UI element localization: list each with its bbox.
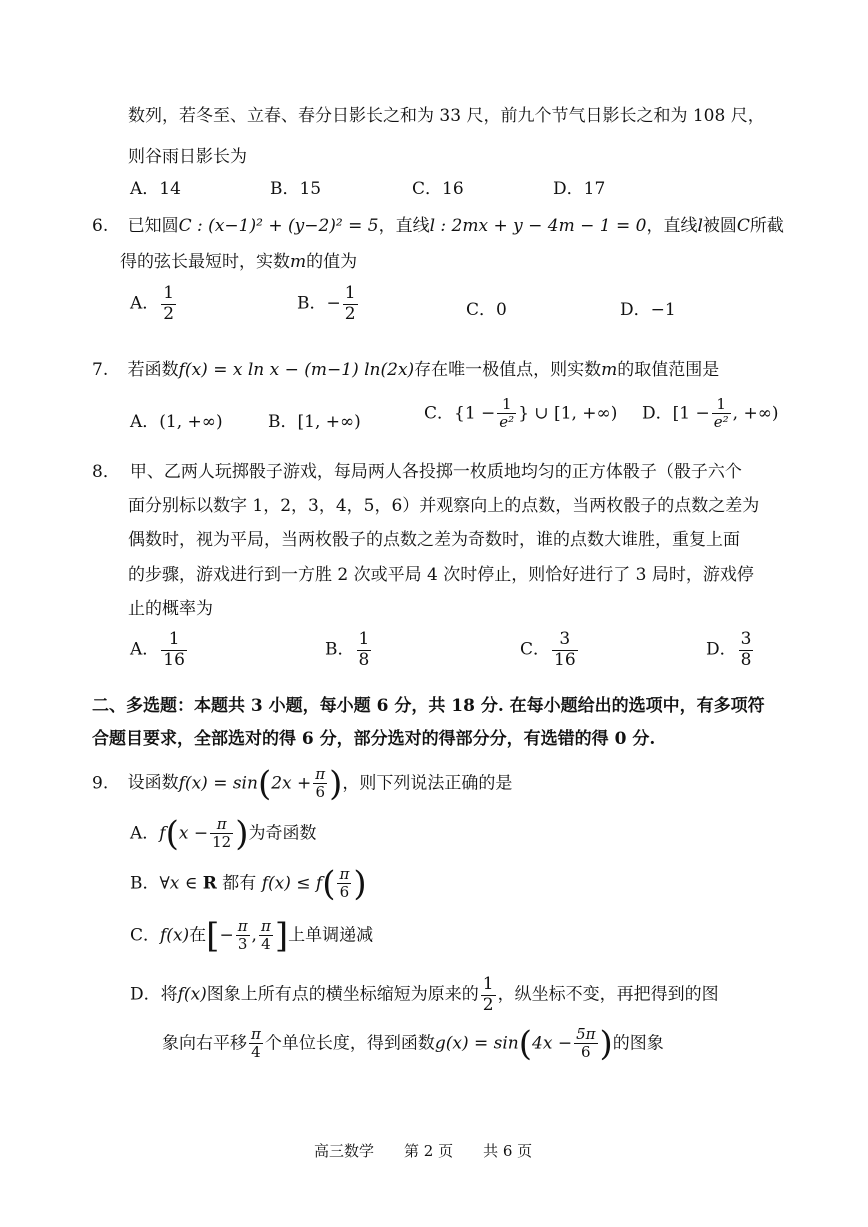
q8-number: 8． [92,462,120,482]
q7-option-a: A．(1, +∞) [130,412,223,432]
q6-text: ，直线 [646,216,698,236]
q7-stem: 7. 若函数f(x) = x ln x − (m−1) ln(2x)存在唯一极值点，则实数m的取值范围是 [92,360,720,380]
q7-function: f(x) = x ln x − (m−1) ln(2x) [178,360,415,380]
q9-option-b: B．∀x ∈ R 都有 f(x) ≤ f( $\frac{\pi}{6}$ ) [130,863,367,904]
q7-var-m: m [601,360,618,380]
q9-stem: 9. 设函数f(x) = sin(2x + $\frac{\pi}{6}$ )，则下列说法正确的是 [92,763,513,804]
q6-var-l: l [697,216,703,236]
q6-text: 的值为 [306,252,358,272]
q6-text: ，直线 [378,216,430,236]
q6-option-b: B．− $\frac{1}{2}$ [297,283,356,324]
q9-option-d-line1: D．将f(x)图象上所有点的横坐标缩短为原来的 $\frac{1}{2}$ ，纵坐标不变，再把得到的图 [130,974,719,1015]
q5-line1: 数列，若冬至、立春、春分日影长之和为 33 尺，前九个节气日影长之和为 108 尺， [128,106,765,126]
q6-text: 已知圆 [127,216,179,236]
q7-number: 7. [92,360,109,380]
q7-option-d: D．[1 − $\frac{1}{\text{e²}}$ , +∞) [642,395,779,432]
q5-line2: 则谷雨日影长为 [128,147,247,167]
q6-option-c: C．0 [466,300,507,320]
q8-line4: 的步骤，游戏进行到一方胜 2 次或平局 4 次时停止，则恰好进行了 3 局时，游戏停 [128,565,754,585]
q8-option-a: A． $\frac{1}{16}$ [130,629,185,670]
q8-line2: 面分别标以数字 1，2，3，4，5，6）并观察向上的点数，当两枚骰子的点数之差为 [128,496,760,516]
q9-option-d-line2: 象向右平移 $\frac{\pi}{4}$ 个单位长度，得到函数g(x) = sin(4x − $\frac{5\pi}{6}$ )的图象 [162,1023,664,1064]
q6-var-m: m [290,252,307,272]
q6-line-eq: l : 2mx + y − 4m − 1 = 0 [429,216,647,236]
q7-option-b: B．[1, +∞) [268,412,361,432]
q6-stem-line2 [120,247,357,272]
q8-option-b: B． $\frac{1}{8}$ [325,629,370,670]
q9-number: 9. [92,773,109,794]
page-footer: 高三数学 第 2 页 共 6 页 [314,1142,533,1160]
q6-circle-eq: C : (x−1)² + (y−2)² = 5 [178,216,379,236]
q6-option-a: A． $\frac{1}{2}$ [130,283,175,324]
q9-option-a: A．f(x − $\frac{\pi}{12}$ )为奇函数 [130,813,317,854]
q5-option-c: C．16 [412,179,464,199]
q8-line1: 8． 甲、乙两人玩掷骰子游戏，每局两人各投掷一枚质地均匀的正方体骰子（骰子六个 [92,462,742,482]
q7-option-c: C．{1 − $\frac{1}{\text{e²}}$ } ∪ [1, +∞) [424,395,618,432]
q6-number: 6. [92,216,109,236]
q6-stem-line1 [92,211,784,236]
q9-option-c: C．f(x)在[− $\frac{\pi}{3}$ , $\frac{\pi}{4}$ ]上单调递减 [130,915,374,956]
q8-line3: 偶数时，视为平局，当两枚骰子的点数之差为奇数时，谁的点数大谁胜，重复上面 [128,530,740,550]
q5-option-d: D．17 [553,179,606,199]
q6-option-d: D．−1 [620,300,676,320]
q6-text: 得的弦长最短时，实数 [120,252,290,272]
q8-option-c: C． $\frac{3}{16}$ [520,629,576,670]
q5-option-b: B．15 [270,179,322,199]
section-2-line2: 合题目要求，全部选对的得 6 分，部分选对的得部分分，有选错的得 0 分. [92,729,656,749]
section-2-line1: 二、多选题：本题共 3 小题，每小题 6 分，共 18 分. 在每小题给出的选项中，有多项符 [92,696,765,716]
q6-text: 被圆 [702,216,737,236]
q8-option-d: D． $\frac{3}{8}$ [706,629,752,670]
q6-var-c: C [736,216,750,236]
q5-option-a: A．14 [130,179,181,199]
q6-text: 所截 [749,216,784,236]
q8-line5: 止的概率为 [128,599,213,619]
